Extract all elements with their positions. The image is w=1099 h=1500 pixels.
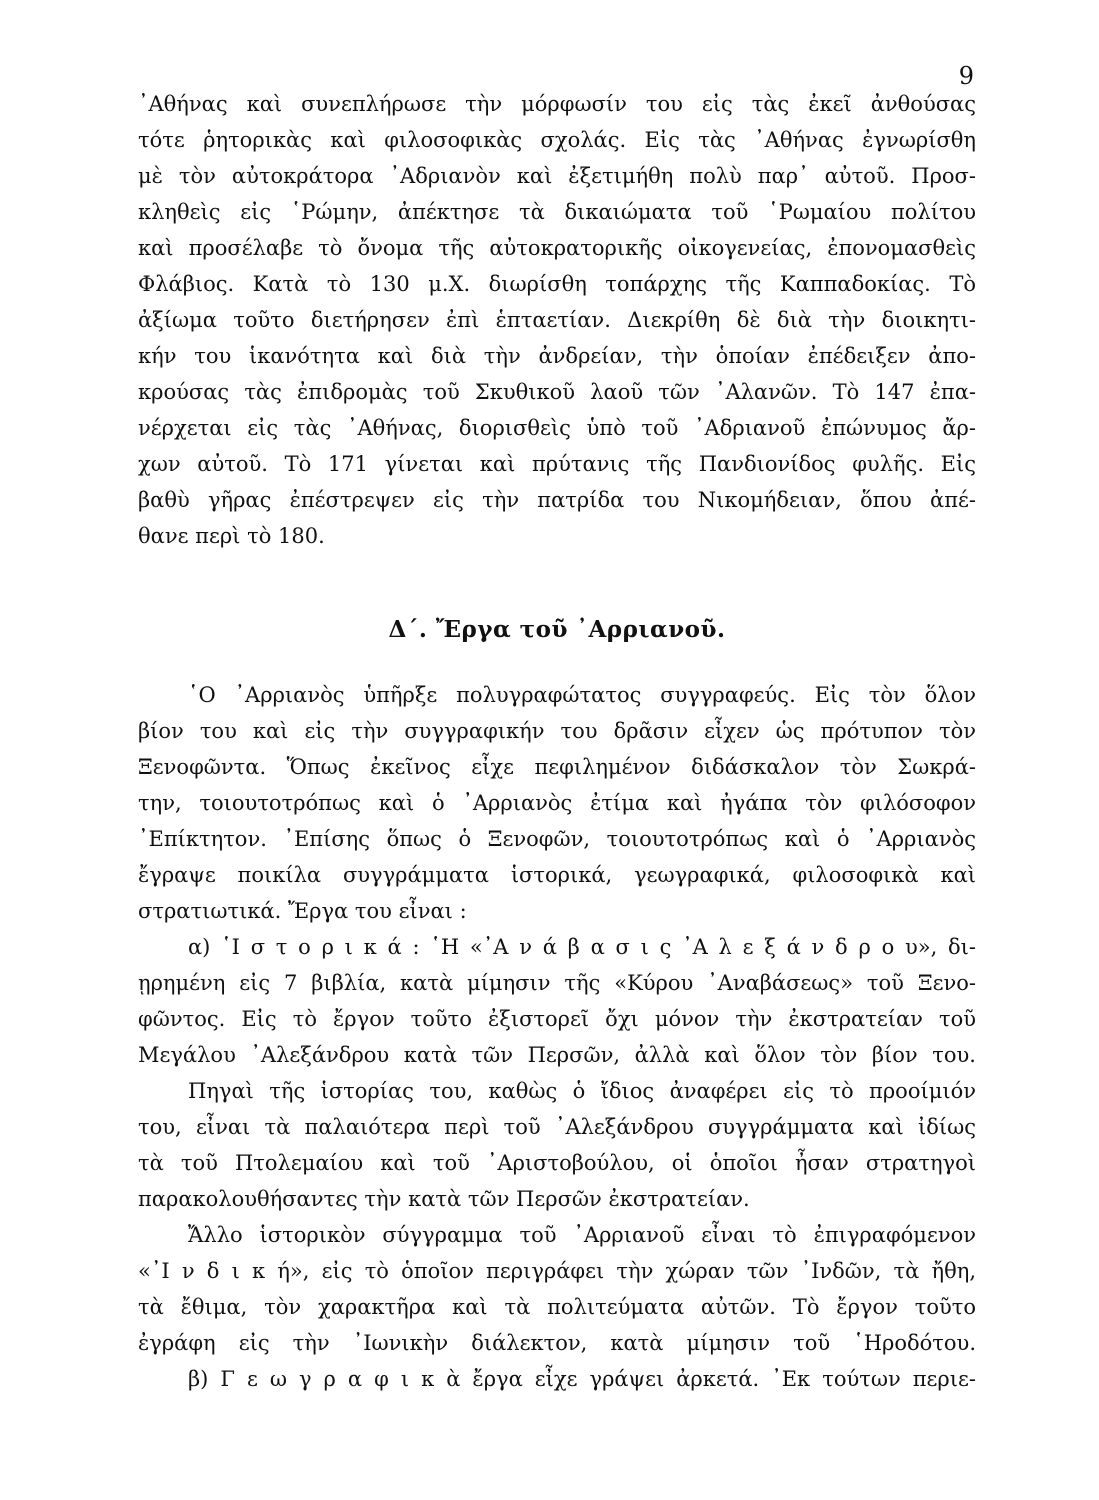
text-line: του, εἶναι τὰ παλαιότερα περὶ τοῦ ᾿Αλεξάνδρου συγγράμματα καὶ ἰδίως [138,1115,976,1139]
text-line: Φλάβιος. Κατὰ τὸ 130 μ.Χ. διωρίσθη τοπάρχης τῆς Καππαδοκίας. Τὸ [138,272,976,296]
text-line: κληθεὶς εἰς ῾Ρώμην, ἀπέκτησε τὰ δικαιώματα τοῦ ῾Ρωμαίου πολίτου [138,200,976,224]
text-line: κρούσας τὰς ἐπιδρομὰς τοῦ Σκυθικοῦ λαοῦ τῶν ᾿Αλανῶν. Τὸ 147 ἐπα- [138,380,976,404]
text-line: Ἄλλο ἱστορικὸν σύγγραμμα τοῦ ᾿Αρριανοῦ εἶναι τὸ ἐπιγραφόμενον [188,1223,976,1247]
text-line: φῶντος. Εἰς τὸ ἔργον τοῦτο ἐξιστορεῖ ὄχι μόνον τὴν ἐκστρατείαν τοῦ [138,1007,976,1031]
text-line: α) ῾Ι σ τ ο ρ ι κ ά : ῾Η «᾿Α ν ά β α σ ι ς ᾿Α λ ε ξ ά ν δ ρ ο υ», δι- [188,935,976,959]
text-line: ᾿Επίκτητον. ᾿Επίσης ὅπως ὁ Ξενοφῶν, τοιουτοτρόπως καὶ ὁ ᾿Αρριανὸς [138,827,976,851]
text-line: θανε περὶ τὸ 180. [138,524,325,548]
text-line: την, τοιουτοτρόπως καὶ ὁ ᾿Αρριανὸς ἐτίμα καὶ ἠγάπα τὸν φιλόσοφον [138,791,976,815]
intro-paragraph [138,86,976,554]
text-line: ᾿Αθήνας καὶ συνεπλήρωσε τὴν μόρφωσίν του εἰς τὰς ἐκεῖ ἀνθούσας [138,92,976,116]
text-line: βαθὺ γῆρας ἐπέστρεψεν εἰς τὴν πατρίδα του Νικομήδειαν, ὅπου ἀπέ- [138,488,976,512]
section-heading: Δ΄. Ἔργα τοῦ ᾿Αρριανοῦ. [388,616,726,643]
text-line: ῾Ο ᾿Αρριανὸς ὑπῆρξε πολυγραφώτατος συγγραφεύς. Εἰς τὸν ὅλον [188,683,976,707]
text-line: Πηγαὶ τῆς ἱστορίας του, καθὼς ὁ ἴδιος ἀναφέρει εἰς τὸ προοίμιόν [188,1079,976,1103]
text-line: β) Γ ε ω γ ρ α φ ι κ ὰ ἔργα εἶχε γράψει ἀρκετά. ᾿Εκ τούτων περιε- [188,1367,976,1391]
text-line: ἐγράφη εἰς τὴν ᾿Ιωνικὴν διάλεκτον, κατὰ μίμησιν τοῦ ῾Ηροδότου. [138,1331,976,1355]
text-line: κήν του ἱκανότητα καὶ διὰ τὴν ἀνδρείαν, τὴν ὁποίαν ἐπέδειξεν ἀπο- [138,344,976,368]
text-line: βίον του καὶ εἰς τὴν συγγραφικήν του δρᾶσιν εἶχεν ὡς πρότυπον τὸν [138,719,976,743]
page-number: 9 [958,62,974,90]
text-line: τότε ῥητορικὰς καὶ φιλοσοφικὰς σχολάς. Εἰς τὰς ᾿Αθήνας ἐγνωρίσθη [138,128,976,152]
text-line: καὶ προσέλαβε τὸ ὄνομα τῆς αὐτοκρατορικῆς οἰκογενείας, ἐπονομασθεὶς [138,236,976,260]
text-line: ἀξίωμα τοῦτο διετήρησεν ἐπὶ ἑπταετίαν. Διεκρίθη δὲ διὰ τὴν διοικητι- [138,308,976,332]
text-line: χων αὐτοῦ. Τὸ 171 γίνεται καὶ πρύτανις τῆς Πανδιονίδος φυλῆς. Εἰς [138,452,976,476]
text-line: Μεγάλου ᾿Αλεξάνδρου κατὰ τῶν Περσῶν, ἀλλὰ καὶ ὅλον τὸν βίον του. [138,1043,976,1067]
text-line: μὲ τὸν αὐτοκράτορα ᾿Αδριανὸν καὶ ἐξετιμήθη πολὺ παρ᾿ αὐτοῦ. Προσ- [138,164,976,188]
text-line: «᾿Ι ν δ ι κ ή», εἰς τὸ ὁποῖον περιγράφει τὴν χώραν τῶν ᾿Ινδῶν, τὰ ἤθη, [138,1259,976,1283]
text-line: παρακολουθήσαντες τὴν κατὰ τῶν Περσῶν ἐκστρατείαν. [138,1187,750,1211]
text-line: στρατιωτικά. Ἔργα του εἶναι : [138,899,467,923]
works-paragraph [138,677,976,1397]
text-line: νέρχεται εἰς τὰς ᾿Αθήνας, διορισθεὶς ὑπὸ τοῦ ᾿Αδριανοῦ ἐπώνυμος ἄρ- [138,416,976,440]
text-line: ῃρημένη εἰς 7 βιβλία, κατὰ μίμησιν τῆς «Κύρου ᾿Αναβάσεως» τοῦ Ξενο- [138,971,976,995]
text-line: τὰ τοῦ Πτολεμαίου καὶ τοῦ ᾿Αριστοβούλου, οἱ ὁποῖοι ἦσαν στρατηγοὶ [138,1151,976,1175]
text-line: Ξενοφῶντα. Ὅπως ἐκεῖνος εἶχε πεφιλημένον διδάσκαλον τὸν Σωκρά- [138,755,976,779]
text-line: τὰ ἔθιμα, τὸν χαρακτῆρα καὶ τὰ πολιτεύματα αὐτῶν. Τὸ ἔργον τοῦτο [138,1295,976,1319]
text-line: ἔγραψε ποικίλα συγγράμματα ἱστορικά, γεωγραφικά, φιλοσοφικὰ καὶ [138,863,976,887]
